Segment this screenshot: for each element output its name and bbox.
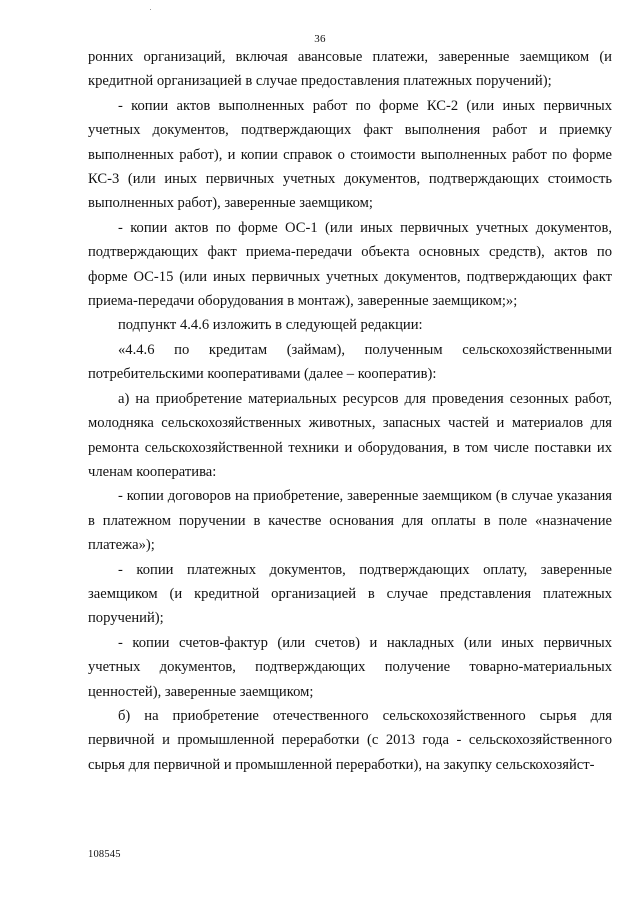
paragraph-continuation: ронних организаций, включая авансовые платежи, заверенные заемщиком (и кредитной организацией в случае предоставления платежных поручений); xyxy=(88,49,612,90)
paragraph-ks2-acts: - копии актов выполненных работ по форме КС-2 (или иных первичных учетных документов, подтверждающих факт выполнения работ и приемку выполненных работ), и копии справок о стоимости выполненных работ по форме КС-3 (или иных первичных учетных документов, подтверждающих стоимость выполненных работ), заверенные заемщиком; xyxy=(88,97,612,212)
paragraph-clause-4-4-6: «4.4.6 по кредитам (займам), полученным сельскохозяйственными потребительскими кооперативами (далее – кооператив): xyxy=(88,341,612,383)
page-number: 36 xyxy=(314,33,326,45)
scan-mark xyxy=(150,9,151,10)
paragraph-item-a: а) на приобретение материальных ресурсов для проведения сезонных работ, молодняка сельскохозяйственных животных, запасных частей и материалов для ремонта сельскохозяйственной техники и оборудования, в том числе поставки их членам кооператива: xyxy=(88,390,612,480)
paragraph-contracts-copies: - копии договоров на приобретение, заверенные заемщиком (в случае указания в платежном поручении в качестве основания для оплаты в поле «назначение платежа»); xyxy=(88,488,612,554)
footer-document-code: 108545 xyxy=(88,849,121,860)
document-body xyxy=(88,45,612,777)
paragraph-payment-documents: - копии платежных документов, подтверждающих оплату, заверенные заемщиком (и кредитной организацией в случае представления платежных поручений); xyxy=(88,561,612,627)
paragraph-item-b: б) на приобретение отечественного сельскохозяйственного сырья для первичной и промышленной переработки (с 2013 года - сельскохозяйственного сырья для первичной и промышленной переработки), на закупку сельскохозяйст- xyxy=(88,707,612,773)
paragraph-os1-acts: - копии актов по форме ОС-1 (или иных первичных учетных документов, подтверждающих факт приема-передачи объекта основных средств), актов по форме ОС-15 (или иных первичных учетных документов, подтверждающих факт приема-передачи оборудования в монтаж), заверенные заемщиком;»; xyxy=(88,219,612,310)
paragraph-invoices: - копии счетов-фактур (или счетов) и накладных (или иных первичных учетных документов, подтверждающих получение товарно-материальных ценностей), заверенные заемщиком; xyxy=(88,634,612,700)
paragraph-subclause-intro: подпункт 4.4.6 изложить в следующей редакции: xyxy=(118,317,423,334)
